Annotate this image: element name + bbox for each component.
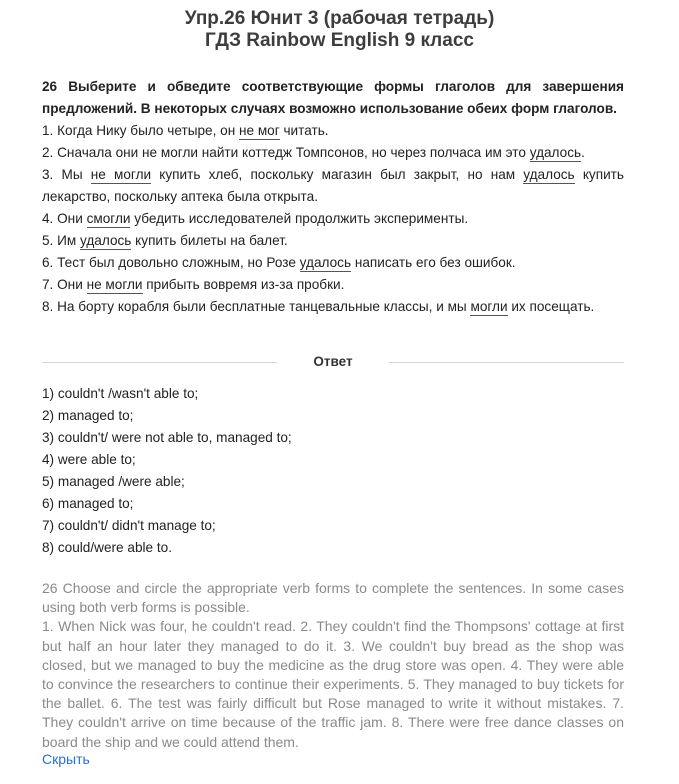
underlined-answer: удалось (523, 167, 575, 182)
answer-item: 7) couldn't/ didn't manage to; (42, 518, 216, 533)
underlined-answer: удалось (529, 145, 582, 160)
sentence-4 (42, 208, 624, 230)
sentence-8 (42, 296, 624, 318)
answer-item: 8) could/were able to. (42, 540, 172, 555)
underlined-answer: не могли (86, 277, 143, 292)
sentence-text: написать его без ошибок. (351, 255, 516, 270)
exercise-task (42, 76, 624, 318)
sentence-text: 3. Мы (42, 167, 91, 182)
underlined-answer: удалось (80, 233, 132, 248)
title-line-1: Упр.26 Юнит 3 (рабочая тетрадь) (184, 8, 495, 29)
answer-item: 3) couldn't/ were not able to, managed to; (42, 430, 292, 445)
answer-item: 6) managed to; (42, 496, 134, 511)
title-line-2: ГДЗ Rainbow English 9 класс (205, 30, 474, 51)
sentence-5 (42, 230, 624, 252)
sentence-text: 5. Им (42, 233, 81, 248)
divider-line-right (389, 362, 624, 363)
sentence-text: читать. (279, 123, 329, 138)
answer-item: 2) managed to; (42, 408, 134, 423)
sentence-text: купить лекарство, поскольку аптека была открыта. (42, 167, 624, 204)
sentence-text: убедить исследователей продолжить эксперименты. (130, 211, 469, 226)
underlined-answer: смогли (86, 211, 131, 226)
hide-translation-link[interactable]: Скрыть (42, 751, 90, 767)
divider-line-left (42, 362, 277, 363)
answer-heading: Ответ (313, 354, 353, 369)
answer-item: 1) couldn't /wasn't able to; (42, 386, 199, 401)
sentence-7 (42, 274, 624, 296)
sentence-text: 4. Они (42, 211, 87, 226)
sentence-6 (42, 252, 624, 274)
page-title (0, 8, 679, 52)
sentence-text: 7. Они (42, 277, 87, 292)
sentence-text: 2. Сначала они не могли найти коттедж Томпсонов, но через полчаса им это (42, 145, 530, 160)
underlined-answer: не мог (238, 123, 280, 138)
sentence-text: 8. На борту корабля были бесплатные танцевальные классы, и мы (42, 299, 471, 314)
sentence-text: 1. Когда Нику было четыре, он (42, 123, 239, 138)
sentence-text: купить хлеб, поскольку магазин был закрыт, но нам (151, 167, 524, 182)
sentence-text: 6. Тест был довольно сложным, но Розе (42, 255, 300, 270)
sentence-text: . (581, 145, 585, 160)
task-heading: 26 Выберите и обведите соответствующие формы глаголов для завершения предложений. В некоторых случаях возможно использование обеих форм глаголов. (42, 79, 624, 116)
translation-body: 1. When Nick was four, he couldn't read. 2. They couldn't find the Thompsons' cottage at first but half an hour later they managed to do it. 3. We couldn't buy bread as the shop was closed, but we managed to buy the medicine as the drug store was open. 4. They were able to convince the researchers to continue their experiments. 5. They managed to buy tickets for the ballet. 6. The test was fairly difficult but Rose managed to write it without mistakes. 7. They couldn't arrive on time because of the traffic jam. 8. There were free dance classes on board the ship and we could attend them. (42, 618, 624, 750)
underlined-answer: не могли (90, 167, 152, 182)
answer-item: 5) managed /were able; (42, 474, 185, 489)
english-translation (42, 579, 624, 752)
sentence-text: их посещать. (507, 299, 595, 314)
answer-item: 4) were able to; (42, 452, 136, 467)
sentence-1 (42, 120, 624, 142)
sentence-text: прибыть вовремя из-за пробки. (142, 277, 345, 292)
underlined-answer: могли (470, 299, 508, 314)
sentence-2 (42, 142, 624, 164)
underlined-answer: удалось (299, 255, 352, 270)
translation-heading: 26 Choose and circle the appropriate verb forms to complete the sentences. In some cases using both verb forms is possible. (42, 580, 624, 616)
answer-divider (42, 352, 624, 372)
sentence-3 (42, 164, 624, 208)
sentence-text: купить билеты на балет. (131, 233, 288, 248)
answer-list (42, 383, 624, 559)
